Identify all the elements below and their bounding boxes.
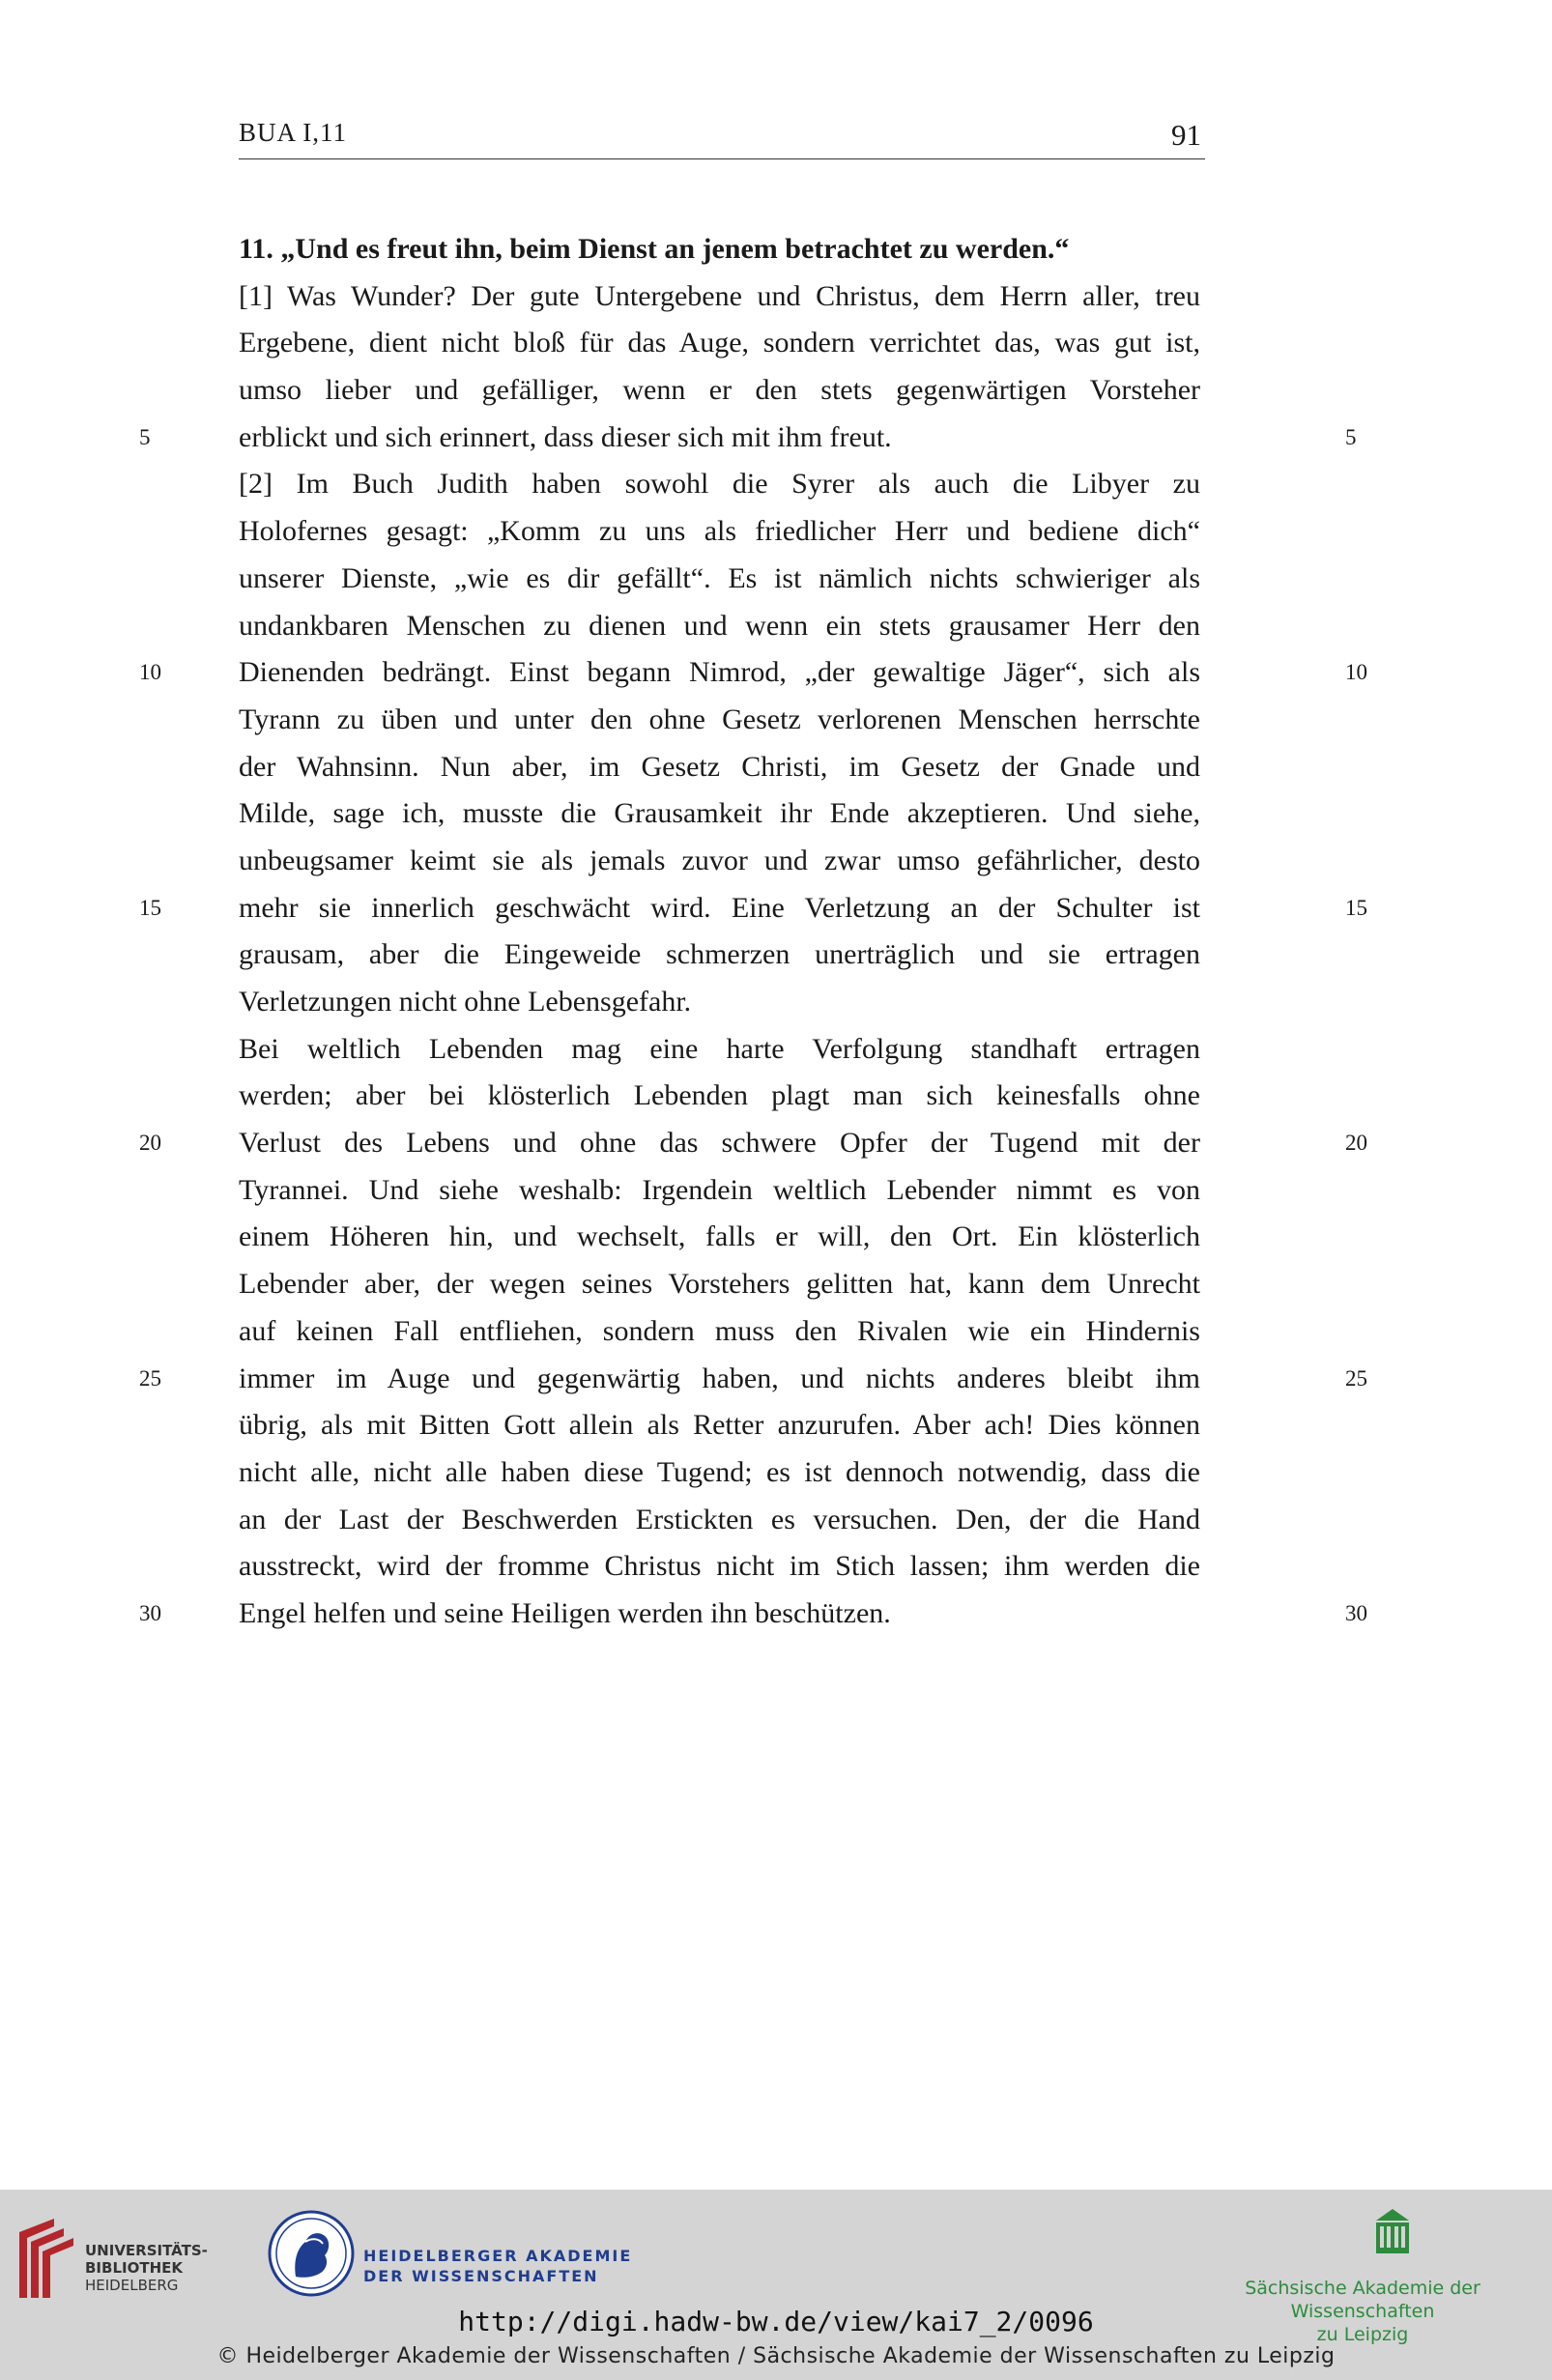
line-text: Dienenden bedrängt. Einst begann Nimrod, „der gewaltige Jäger“, sich als (239, 656, 1200, 689)
ub-line-2: BIBLIOTHEK (85, 2259, 183, 2277)
body-text (139, 226, 1367, 1638)
line-text: 11. „Und es freut ihn, beim Dienst an jenem betrachtet zu werden.“ (239, 233, 1070, 265)
text-line (239, 1449, 1200, 1497)
ub-line-1: UNIVERSITÄTS- (85, 2242, 208, 2259)
ub-heidelberg-logo[interactable] (15, 2209, 209, 2315)
line-text: der Wahnsinn. Nun aber, im Gesetz Christi, im Gesetz der Gnade und (239, 750, 1200, 783)
text-line (239, 744, 1200, 791)
line-text: Milde, sage ich, musste die Grausamkeit ihr Ende akzeptieren. Und siehe, (239, 797, 1200, 830)
line-text: umso lieber und gefälliger, wenn er den stets gegenwärtigen Vorsteher (239, 374, 1200, 407)
line-text: Engel helfen und seine Heiligen werden ihn beschützen. (239, 1596, 891, 1629)
line-text: undankbaren Menschen zu dienen und wenn ein stets grausamer Herr den (239, 609, 1200, 642)
running-head-title: BUA I,11 (239, 118, 348, 147)
line-text: Verlust des Lebens und ohne das schwere Opfer der Tugend mit der (239, 1127, 1200, 1160)
line-text: mehr sie innerlich geschwächt wird. Eine Verletzung an der Schulter ist (239, 891, 1200, 924)
text-line (239, 1402, 1200, 1449)
line-number-left: 15 (139, 895, 161, 920)
text-line (139, 1120, 1367, 1167)
text-line (239, 1261, 1200, 1308)
line-number-left: 25 (139, 1365, 161, 1391)
text-line (239, 367, 1200, 415)
text-line (239, 1214, 1200, 1261)
running-head (239, 114, 1205, 159)
text-line (239, 1073, 1200, 1120)
line-text: nicht alle, nicht alle haben diese Tugend; es ist dennoch notwendig, dass die (239, 1455, 1200, 1488)
footer-banner (0, 2190, 1552, 2380)
line-text: Bei weltlich Lebenden mag eine harte Verfolgung standhaft ertragen (239, 1032, 1200, 1065)
line-text: an der Last der Beschwerden Erstickten es versuchen. Den, der die Hand (239, 1503, 1200, 1535)
line-number-right: 10 (1345, 660, 1367, 685)
text-line (239, 932, 1200, 979)
text-line (239, 1543, 1200, 1591)
text-line (139, 415, 1357, 462)
text-line (239, 556, 1200, 603)
text-line (139, 1356, 1367, 1403)
ub-line-3: HEIDELBERG (85, 2277, 179, 2294)
building-icon (1374, 2207, 1411, 2255)
line-text: unbeugsamer keimt sie als jemals zuvor und zwar umso gefährlicher, desto (239, 844, 1200, 876)
text-line (239, 1497, 1200, 1544)
line-text: Holofernes gesagt: „Komm zu uns als friedlicher Herr und bediene dich“ (239, 515, 1200, 548)
saw-line-2: zu Leipzig (1316, 2324, 1409, 2345)
line-text: Lebender aber, der wegen seines Vorstehers gelitten hat, kann dem Unrecht (239, 1268, 1200, 1301)
line-text: [1] Was Wunder? Der gute Untergebene und Christus, dem Herrn aller, treu (239, 279, 1200, 312)
line-text: auf keinen Fall entfliehen, sondern muss den Rivalen wie ein Hindernis (239, 1314, 1200, 1347)
line-number-left: 20 (139, 1131, 161, 1156)
line-text: Verletzungen nicht ohne Lebensgefahr. (239, 986, 692, 1018)
copyright-notice: © Heidelberger Akademie der Wissenschaften / Sächsische Akademie der Wissenschaften zu Leipzig (216, 2344, 1336, 2368)
text-line (239, 273, 1200, 321)
hadw-line-2: DER WISSENSCHAFTEN (363, 2267, 599, 2285)
line-text: unserer Dienste, „wie es dir gefällt“. Es ist nämlich nichts schwieriger als (239, 561, 1200, 594)
line-text: immer im Auge und gegenwärtig haben, und nichts anderes bleibt ihm (239, 1362, 1200, 1394)
text-line (239, 603, 1200, 650)
line-text: einem Höheren hin, und wechselt, falls er will, den Ort. Ein klösterlich (239, 1220, 1200, 1253)
text-line (239, 508, 1200, 556)
ub-book-icon (15, 2215, 77, 2302)
text-line (239, 461, 1200, 508)
line-text: Ergebene, dient nicht bloß für das Auge, sondern verrichtet das, was gut ist, (239, 327, 1200, 359)
line-number-right: 25 (1345, 1365, 1367, 1391)
text-line (239, 320, 1200, 367)
line-text: Tyrann zu üben und unter den ohne Gesetz verlorenen Menschen herrschte (239, 703, 1200, 735)
line-number-left: 5 (139, 424, 151, 449)
hadw-line-1: HEIDELBERGER AKADEMIE (363, 2247, 633, 2265)
text-line (239, 979, 1200, 1026)
text-line (139, 649, 1367, 697)
text-line (239, 1026, 1200, 1074)
line-text: Tyrannei. Und siehe weshalb: Irgendein weltlich Lebender nimmt es von (239, 1173, 1200, 1206)
line-text: ausstreckt, wird der fromme Christus nicht im Stich lassen; ihm werden die (239, 1550, 1200, 1583)
text-line (239, 1308, 1200, 1356)
page-number: 91 (1171, 118, 1201, 152)
text-line (139, 1591, 1367, 1638)
line-text: [2] Im Buch Judith haben sowohl die Syrer als auch die Libyer zu (239, 468, 1200, 501)
saw-line-1: Sächsische Akademie der Wissenschaften (1245, 2278, 1480, 2322)
line-number-right: 30 (1345, 1600, 1367, 1625)
line-number-right: 5 (1345, 424, 1357, 449)
line-text: grausam, aber die Eingeweide schmerzen unerträglich und sie ertragen (239, 938, 1200, 971)
athena-seal-icon (267, 2209, 356, 2298)
line-text: übrig, als mit Bitten Gott allein als Retter anzurufen. Aber ach! Dies können (239, 1409, 1200, 1442)
text-line (139, 885, 1367, 932)
line-text: erblickt und sich erinnert, dass dieser sich mit ihm freut. (239, 420, 892, 453)
line-number-right: 15 (1345, 895, 1367, 920)
text-line (239, 838, 1200, 885)
source-url-link[interactable]: http://digi.hadw-bw.de/view/kai7_2/0096 (458, 2306, 1094, 2337)
line-number-left: 10 (139, 660, 161, 685)
line-text: werden; aber bei klösterlich Lebenden plagt man sich keinesfalls ohne (239, 1079, 1200, 1112)
line-number-left: 30 (139, 1600, 161, 1625)
section-heading (239, 226, 1200, 273)
text-line (239, 1167, 1200, 1215)
text-line (239, 697, 1200, 744)
line-number-right: 20 (1345, 1131, 1367, 1156)
text-line (239, 790, 1200, 838)
